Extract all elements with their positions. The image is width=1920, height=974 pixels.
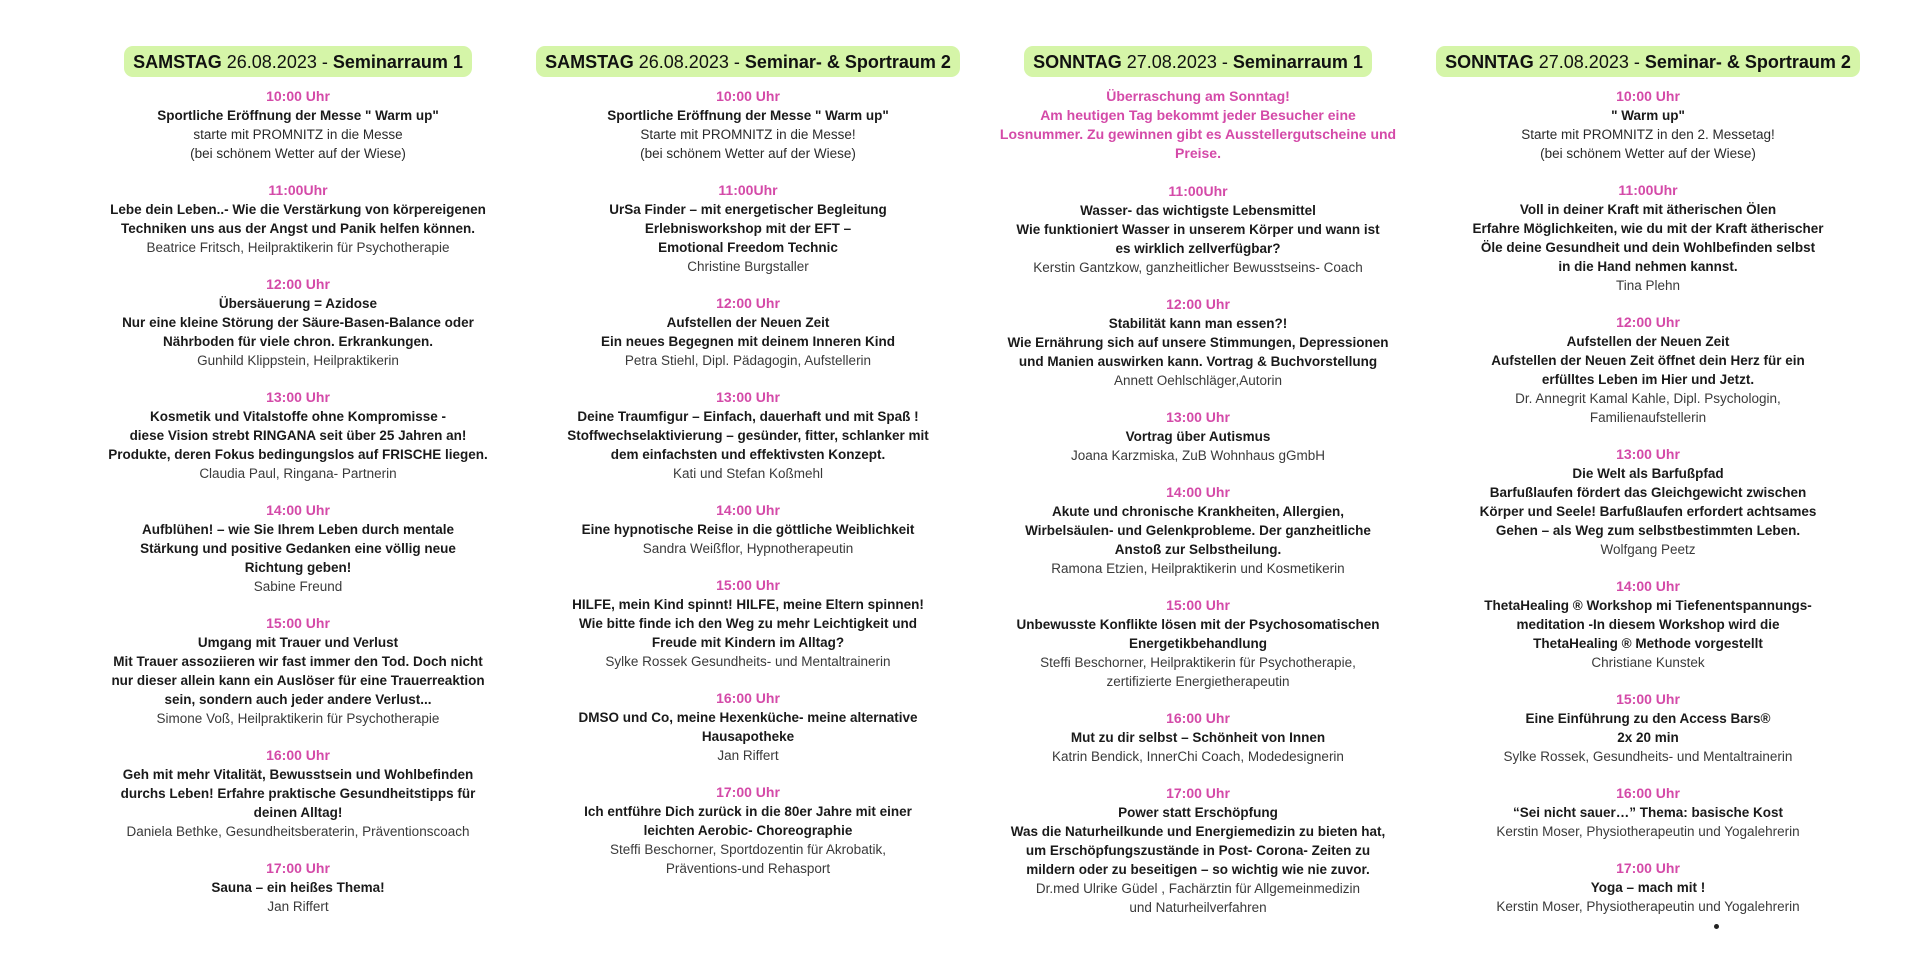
session-title-line: Wie Ernährung sich auf unsere Stimmungen, Depressionen <box>1007 335 1389 350</box>
session-description-line: (bei schönem Wetter auf der Wiese) <box>640 146 856 161</box>
session-item <box>988 709 1408 766</box>
session-item <box>1438 181 1858 295</box>
session-time: 14:00 Uhr <box>716 502 780 518</box>
session-title-line: Emotional Freedom Technic <box>658 240 838 255</box>
session-time: 17:00 Uhr <box>1616 860 1680 876</box>
session-title-line: HILFE, mein Kind spinnt! HILFE, meine Eltern spinnen! <box>572 597 924 612</box>
session-title-line: Kosmetik und Vitalstoffe ohne Kompromisse - <box>149 409 447 424</box>
session-title <box>538 708 958 746</box>
column-sun-room1 <box>988 46 1408 935</box>
header-separator: - <box>1628 52 1645 72</box>
session-title <box>538 106 958 125</box>
session-time: 16:00 Uhr <box>1616 785 1680 801</box>
session-title-line: Ein neues Begegnen mit deinem Inneren Kind <box>600 334 896 349</box>
session-speaker-line: Steffi Beschorner, Heilpraktikerin für Psychotherapie, <box>1040 655 1356 670</box>
session-title-line: Ich entführe Dich zurück in die 80er Jahre mit einer <box>584 804 912 819</box>
session-time: 17:00 Uhr <box>1166 785 1230 801</box>
session-description-line: Starte mit PROMNITZ in die Messe! <box>640 127 856 142</box>
session-speaker <box>538 539 958 558</box>
room-name: Seminarraum 1 <box>1232 52 1363 72</box>
session-title-line: Anstoß zur Selbstheilung. <box>1114 542 1282 557</box>
session-title-line: Freude mit Kindern im Alltag? <box>651 635 845 650</box>
session-title-line: Stabilität kann man essen?! <box>1108 316 1288 331</box>
session-speaker <box>88 238 508 257</box>
session-speaker <box>538 257 958 276</box>
session-time: 10:00 Uhr <box>716 88 780 104</box>
session-title-line: Wasser- das wichtigste Lebensmittel <box>1080 203 1316 218</box>
session-title <box>538 802 958 840</box>
session-time: 13:00 Uhr <box>1616 446 1680 462</box>
announcement-line: Am heutigen Tag bekommt jeder Besucher eine <box>1040 107 1356 123</box>
session-title-line: UrSa Finder – mit energetischer Begleitung <box>609 202 887 217</box>
session-title-line: Eine hypnotische Reise in die göttliche Weiblichkeit <box>581 522 915 537</box>
session-title <box>88 633 508 709</box>
session-time: 14:00 Uhr <box>266 502 330 518</box>
session-item <box>1438 690 1858 766</box>
session-time: 16:00 Uhr <box>266 747 330 763</box>
session-title-line: Unbewusste Konflikte lösen mit der Psychosomatischen <box>1016 617 1380 632</box>
session-time: 15:00 Uhr <box>716 577 780 593</box>
session-speaker <box>88 577 508 596</box>
session-item <box>988 483 1408 578</box>
session-title-line: Aufblühen! – wie Sie Ihrem Leben durch mentale <box>141 522 455 537</box>
session-title-line: Techniken uns aus der Angst und Panik helfen können. <box>120 221 476 236</box>
session-title-line: Stoffwechselaktivierung – gesünder, fitter, schlanker mit <box>567 428 929 443</box>
session-title-line: Übersäuerung = Azidose <box>218 296 378 311</box>
day-date: 26.08.2023 <box>638 52 729 72</box>
session-title-line: 2x 20 min <box>1617 730 1679 745</box>
session-time: 11:00Uhr <box>268 182 328 198</box>
session-speaker <box>538 840 958 878</box>
announcement-line: Losnummer. Zu gewinnen gibt es Ausstellergutscheine und <box>999 126 1397 142</box>
session-title-line: Hausapotheke <box>701 729 795 744</box>
room-name: Seminar- & Sportraum 2 <box>744 52 951 72</box>
session-item <box>538 388 958 483</box>
session-speaker-line: Claudia Paul, Ringana- Partnerin <box>199 466 397 481</box>
day-date: 27.08.2023 <box>1538 52 1629 72</box>
session-title-line: Mit Trauer assoziieren wir fast immer den Tod. Doch nicht <box>113 654 483 669</box>
session-title-line: nur dieser allein kann ein Auslöser für eine Trauerreaktion <box>111 673 485 688</box>
session-title-line: Erfahre Möglichkeiten, wie du mit der Kraft ätherischer <box>1472 221 1824 236</box>
session-title-line: durchs Leben! Erfahre praktische Gesundheitstipps für <box>120 786 476 801</box>
session-speaker-line: Beatrice Fritsch, Heilpraktikerin für Psychotherapie <box>146 240 450 255</box>
session-title <box>88 878 508 897</box>
session-title <box>1438 803 1858 822</box>
session-item <box>88 388 508 483</box>
day-header <box>536 46 960 77</box>
session-title-line: Geh mit mehr Vitalität, Bewusstsein und Wohlbefinden <box>122 767 474 782</box>
session-title-line: “Sei nicht sauer…” Thema: basische Kost <box>1512 805 1784 820</box>
session-speaker-line: Simone Voß, Heilpraktikerin für Psychotherapie <box>156 711 440 726</box>
column-sat-room2 <box>538 46 958 935</box>
session-description-line: Starte mit PROMNITZ in den 2. Messetag! <box>1521 127 1775 142</box>
session-title <box>1438 596 1858 653</box>
session-title-line: erfülltes Leben im Hier und Jetzt. <box>1541 372 1755 387</box>
session-speaker <box>988 747 1408 766</box>
session-time: 11:00Uhr <box>1618 182 1678 198</box>
session-list <box>88 87 508 934</box>
session-item <box>988 295 1408 390</box>
session-speaker-line: Joana Karzmiska, ZuB Wohnhaus gGmbH <box>1070 448 1326 463</box>
day-name: SAMSTAG <box>545 52 634 72</box>
header-separator: - <box>1216 52 1233 72</box>
session-speaker <box>988 559 1408 578</box>
session-speaker-line: Petra Stiehl, Dipl. Pädagogin, Aufstellerin <box>624 353 872 368</box>
session-title <box>88 765 508 822</box>
session-title-line: Wirbelsäulen- und Gelenkprobleme. Der ganzheitliche <box>1025 523 1371 538</box>
session-speaker-line: Dr. Annegrit Kamal Kahle, Dipl. Psychologin, <box>1515 391 1781 406</box>
session-speaker-line: Christiane Kunstek <box>1591 655 1705 670</box>
session-item <box>538 689 958 765</box>
session-item <box>538 501 958 558</box>
session-speaker <box>1438 747 1858 766</box>
session-speaker <box>1438 389 1858 427</box>
schedule-columns <box>88 46 1858 935</box>
session-description <box>538 125 958 163</box>
session-title-line: Nur eine kleine Störung der Säure-Basen-Balance oder <box>122 315 474 330</box>
session-time: 11:00Uhr <box>718 182 778 198</box>
session-title-line: ThetaHealing ® Methode vorgestellt <box>1533 636 1763 651</box>
column-sat-room1 <box>88 46 508 935</box>
session-title-line: und Manien auswirken kann. Vortrag & Buchvorstellung <box>1018 354 1378 369</box>
session-title-line: meditation -In diesem Workshop wird die <box>1516 617 1780 632</box>
session-item <box>1438 87 1858 163</box>
session-description-line: starte mit PROMNITZ in die Messe <box>193 127 403 142</box>
session-speaker <box>88 351 508 370</box>
session-description <box>88 125 508 163</box>
session-title-line: um Erschöpfungszustände in Post- Corona- Zeiten zu <box>1025 843 1371 858</box>
session-title-line: " Warm up" <box>1611 108 1685 123</box>
session-speaker-line: Sylke Rossek Gesundheits- und Mentaltrainerin <box>605 654 891 669</box>
day-name: SONNTAG <box>1033 52 1122 72</box>
session-item <box>88 501 508 596</box>
session-time: 17:00 Uhr <box>266 860 330 876</box>
session-time: 15:00 Uhr <box>266 615 330 631</box>
session-speaker-line: Kati und Stefan Koßmehl <box>672 466 824 481</box>
session-speaker <box>538 464 958 483</box>
session-title-line: Aufstellen der Neuen Zeit <box>1566 334 1730 349</box>
session-speaker-line: Ramona Etzien, Heilpraktikerin und Kosmetikerin <box>1051 561 1345 576</box>
session-title-line: Richtung geben! <box>244 560 352 575</box>
session-speaker-line: Kerstin Moser, Physiotherapeutin und Yogalehrerin <box>1496 899 1800 914</box>
session-speaker <box>988 879 1408 917</box>
session-speaker-line: Dr.med Ulrike Güdel , Fachärztin für Allgemeinmedizin <box>1035 881 1361 896</box>
session-time: 17:00 Uhr <box>716 784 780 800</box>
session-speaker <box>88 822 508 841</box>
session-time: 15:00 Uhr <box>1166 597 1230 613</box>
session-speaker-line: Familienaufstellerin <box>1589 410 1707 425</box>
session-title-line: Mut zu dir selbst – Schönheit von Innen <box>1070 730 1326 745</box>
session-title-line: es wirklich zellverfügbar? <box>1115 241 1281 256</box>
session-title-line: Wie bitte finde ich den Weg zu mehr Leichtigkeit und <box>579 616 917 631</box>
session-title-line: Wie funktioniert Wasser in unserem Körper und wann ist <box>1016 222 1380 237</box>
day-header <box>1024 46 1372 77</box>
session-title <box>538 520 958 539</box>
session-title <box>88 294 508 351</box>
session-title-line: Gehen – als Weg zum selbstbestimmten Leben. <box>1495 523 1801 538</box>
session-speaker-line: Kerstin Moser, Physiotherapeutin und Yogalehrerin <box>1496 824 1800 839</box>
session-speaker <box>538 652 958 671</box>
session-title <box>1438 878 1858 897</box>
session-item <box>988 784 1408 917</box>
session-description <box>1438 125 1858 163</box>
session-time: 12:00 Uhr <box>716 295 780 311</box>
announcement-line: Überraschung am Sonntag! <box>1106 88 1290 104</box>
session-speaker-line: Annett Oehlschläger,Autorin <box>1113 373 1283 388</box>
session-title-line: Lebe dein Leben..- Wie die Verstärkung von körpereigenen <box>110 202 486 217</box>
session-item <box>1438 313 1858 427</box>
session-title-line: sein, sondern auch jeder andere Verlust... <box>164 692 432 707</box>
day-header <box>124 46 472 77</box>
session-title <box>988 502 1408 559</box>
session-title <box>1438 332 1858 389</box>
session-time: 14:00 Uhr <box>1166 484 1230 500</box>
session-title <box>1438 709 1858 747</box>
session-time: 12:00 Uhr <box>266 276 330 292</box>
session-title <box>988 615 1408 653</box>
session-speaker-line: Jan Riffert <box>717 748 779 763</box>
session-time: 13:00 Uhr <box>716 389 780 405</box>
session-item <box>88 181 508 257</box>
session-title-line: diese Vision strebt RINGANA seit über 25 Jahren an! <box>129 428 467 443</box>
session-speaker <box>88 709 508 728</box>
session-item <box>88 87 508 163</box>
session-title-line: ThetaHealing ® Workshop mi Tiefenentspannungs- <box>1484 598 1812 613</box>
session-time: 16:00 Uhr <box>716 690 780 706</box>
session-title-line: mildern oder zu beseitigen – so wichtig wie nie zuvor. <box>1026 862 1370 877</box>
session-item <box>538 87 958 163</box>
session-speaker <box>1438 822 1858 841</box>
session-title-line: deinen Alltag! <box>253 805 343 820</box>
session-speaker <box>988 258 1408 277</box>
session-title-line: Eine Einführung zu den Access Bars® <box>1525 711 1771 726</box>
announcement <box>988 87 1408 163</box>
session-title-line: Umgang mit Trauer und Verlust <box>197 635 399 650</box>
session-title-line: Sauna – ein heißes Thema! <box>211 880 385 895</box>
session-item <box>538 783 958 878</box>
session-speaker-line: Gunhild Klippstein, Heilpraktikerin <box>197 353 399 368</box>
session-time: 12:00 Uhr <box>1166 296 1230 312</box>
session-time: 13:00 Uhr <box>266 389 330 405</box>
session-speaker-line: zertifizierte Energietherapeutin <box>1106 674 1290 689</box>
session-title-line: DMSO und Co, meine Hexenküche- meine alternative <box>578 710 918 725</box>
session-speaker <box>988 653 1408 691</box>
session-title-line: leichten Aerobic- Choreographie <box>643 823 853 838</box>
session-title <box>988 728 1408 747</box>
announcement-line: Preise. <box>1175 145 1221 161</box>
session-item <box>88 275 508 370</box>
session-time: 13:00 Uhr <box>1166 409 1230 425</box>
session-speaker-line: Tina Plehn <box>1615 278 1681 293</box>
session-item <box>538 294 958 370</box>
session-speaker <box>988 371 1408 390</box>
session-title-line: Sportliche Eröffnung der Messe " Warm up" <box>157 108 439 123</box>
session-speaker <box>538 351 958 370</box>
session-item <box>1438 784 1858 841</box>
session-description-line: (bei schönem Wetter auf der Wiese) <box>1540 146 1756 161</box>
session-item <box>988 596 1408 691</box>
dot-mark <box>1714 924 1719 929</box>
session-title <box>1438 106 1858 125</box>
session-time: 15:00 Uhr <box>1616 691 1680 707</box>
session-item <box>88 746 508 841</box>
session-time: 16:00 Uhr <box>1166 710 1230 726</box>
session-title-line: Yoga – mach mit ! <box>1590 880 1706 895</box>
session-title-line: Stärkung und positive Gedanken eine völlig neue <box>140 541 456 556</box>
session-title-line: Energetikbehandlung <box>1128 636 1267 651</box>
session-description-line: (bei schönem Wetter auf der Wiese) <box>190 146 406 161</box>
session-speaker-line: Wolfgang Peetz <box>1600 542 1696 557</box>
room-name: Seminar- & Sportraum 2 <box>1644 52 1851 72</box>
session-item <box>1438 859 1858 916</box>
session-title <box>538 407 958 464</box>
session-title <box>88 407 508 464</box>
session-speaker-line: Kerstin Gantzkow, ganzheitlicher Bewusstseins- Coach <box>1033 260 1363 275</box>
session-speaker <box>88 464 508 483</box>
session-title-line: Erlebnisworkshop mit der EFT – <box>644 221 852 236</box>
session-title-line: Körper und Seele! Barfußlaufen erfordert achtsames <box>1479 504 1817 519</box>
session-title-line: Die Welt als Barfußpfad <box>1572 466 1724 481</box>
session-time: 10:00 Uhr <box>266 88 330 104</box>
session-item <box>1438 577 1858 672</box>
session-speaker <box>538 746 958 765</box>
session-title-line: Deine Traumfigur – Einfach, dauerhaft und mit Spaß ! <box>577 409 919 424</box>
session-speaker-line: Präventions-und Rehasport <box>665 861 831 876</box>
session-title <box>88 200 508 238</box>
session-title <box>988 314 1408 371</box>
day-name: SONNTAG <box>1445 52 1534 72</box>
session-title <box>88 106 508 125</box>
session-time: 14:00 Uhr <box>1616 578 1680 594</box>
session-speaker <box>88 897 508 916</box>
session-title-line: Produkte, deren Fokus bedingungslos auf FRISCHE liegen. <box>108 447 488 462</box>
session-title-line: Aufstellen der Neuen Zeit öffnet dein Herz für ein <box>1491 353 1805 368</box>
session-title-line: dem einfachsten und effektivsten Konzept. <box>610 447 886 462</box>
header-separator: - <box>316 52 333 72</box>
session-title-line: in die Hand nehmen kannst. <box>1558 259 1738 274</box>
session-list <box>988 182 1408 935</box>
session-title-line: Was die Naturheilkunde und Energiemedizin zu bieten hat, <box>1010 824 1386 839</box>
session-time: 11:00Uhr <box>1168 183 1228 199</box>
day-header <box>1436 46 1860 77</box>
session-title <box>988 201 1408 258</box>
session-speaker-line: Katrin Bendick, InnerChi Coach, Modedesignerin <box>1052 749 1344 764</box>
session-speaker-line: Sylke Rossek, Gesundheits- und Mentaltrainerin <box>1503 749 1793 764</box>
session-speaker <box>1438 540 1858 559</box>
session-title-line: Barfußlaufen fördert das Gleichgewicht zwischen <box>1489 485 1807 500</box>
session-speaker-line: Jan Riffert <box>267 899 329 914</box>
session-item <box>88 614 508 728</box>
session-speaker <box>1438 276 1858 295</box>
day-date: 27.08.2023 <box>1126 52 1217 72</box>
session-item <box>88 859 508 916</box>
session-list <box>538 87 958 896</box>
session-title <box>538 313 958 351</box>
column-sun-room2 <box>1438 46 1858 935</box>
session-title-line: Sportliche Eröffnung der Messe " Warm up" <box>607 108 889 123</box>
session-speaker <box>988 446 1408 465</box>
day-name: SAMSTAG <box>133 52 222 72</box>
session-list <box>1438 87 1858 934</box>
session-speaker-line: und Naturheilverfahren <box>1129 900 1267 915</box>
session-item <box>538 181 958 276</box>
session-title <box>538 595 958 652</box>
day-date: 26.08.2023 <box>226 52 317 72</box>
session-speaker-line: Christine Burgstaller <box>687 259 809 274</box>
session-item <box>988 408 1408 465</box>
session-title-line: Voll in deiner Kraft mit ätherischen Ölen <box>1519 202 1777 217</box>
session-title <box>538 200 958 257</box>
session-title <box>988 803 1408 879</box>
session-title-line: Aufstellen der Neuen Zeit <box>666 315 830 330</box>
session-title <box>88 520 508 577</box>
session-speaker-line: Sabine Freund <box>253 579 343 594</box>
session-speaker-line: Sandra Weißflor, Hypnotherapeutin <box>642 541 854 556</box>
room-name: Seminarraum 1 <box>332 52 463 72</box>
session-speaker <box>1438 897 1858 916</box>
session-item <box>538 576 958 671</box>
session-title <box>1438 464 1858 540</box>
session-title-line: Vortrag über Autismus <box>1125 429 1271 444</box>
session-item <box>988 182 1408 277</box>
session-speaker <box>1438 653 1858 672</box>
session-item <box>1438 445 1858 559</box>
session-speaker-line: Steffi Beschorner, Sportdozentin für Akrobatik, <box>610 842 886 857</box>
session-title <box>1438 200 1858 276</box>
session-title-line: Öle deine Gesundheit und dein Wohlbefinden selbst <box>1480 240 1816 255</box>
session-time: 10:00 Uhr <box>1616 88 1680 104</box>
session-time: 12:00 Uhr <box>1616 314 1680 330</box>
session-title-line: Akute und chronische Krankheiten, Allergien, <box>1051 504 1345 519</box>
session-title <box>988 427 1408 446</box>
session-title-line: Power statt Erschöpfung <box>1118 805 1278 820</box>
header-separator: - <box>728 52 745 72</box>
session-speaker-line: Daniela Bethke, Gesundheitsberaterin, Präventionscoach <box>126 824 470 839</box>
session-title-line: Nährboden für viele chron. Erkrankungen. <box>162 334 434 349</box>
